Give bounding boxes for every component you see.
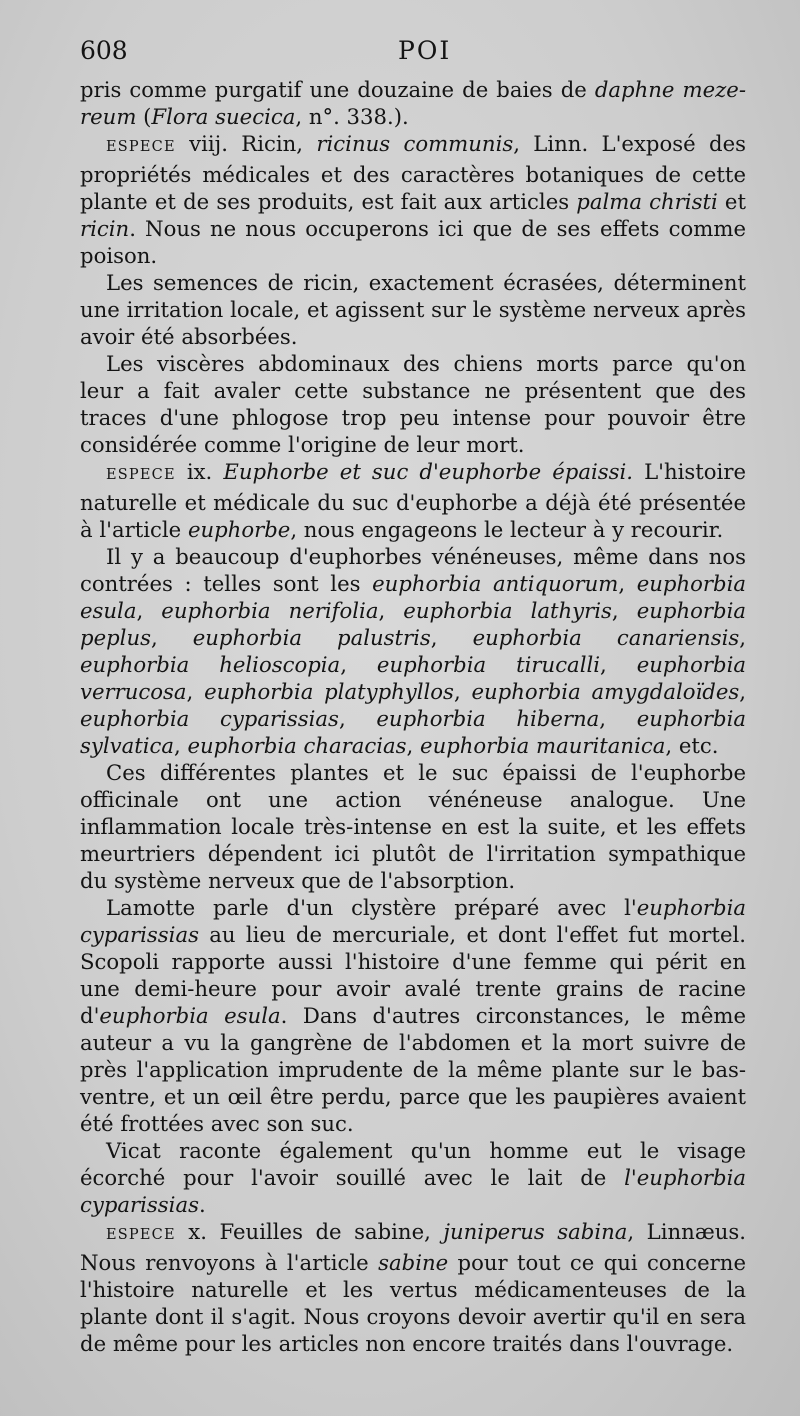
- italic-term: euphorbia tirucalli: [376, 652, 601, 677]
- paragraph: [80, 894, 746, 1137]
- page-header: [80, 36, 760, 76]
- italic-term: Euphorbe et suc d'euphorbe épaissi.: [223, 459, 634, 484]
- italic-term: euphorbia antiquorum: [372, 571, 619, 596]
- text-run: , nous engageons le lecteur à y recourir.: [290, 517, 724, 542]
- paragraph: [80, 350, 746, 458]
- italic-term: euphorbia esula: [99, 1003, 281, 1028]
- text-run: Il y a beaucoup d'euphorbes vénéneuses, même dans nos contrées : telles sont les: [80, 544, 746, 596]
- text-run: , Linn. L'exposé des propriétés médicales et des caractères botaniques de cette plante et de ses produits, est fait aux articles: [80, 131, 746, 214]
- italic-term: palma christi: [576, 189, 718, 214]
- italic-term: euphorbia nerifolia: [161, 598, 379, 623]
- text-run: ix.: [175, 459, 224, 484]
- italic-term: sabine: [378, 1250, 449, 1275]
- text-run: Les viscères abdominaux des chiens morts parce qu'on leur a fait avaler cette substance ne présentent que des traces d'une phlogose trop peu intense pour pouvoir être considérée comme l'origine de leur mort.: [80, 351, 746, 457]
- italic-term: euphorbia characias: [187, 733, 407, 758]
- italic-term: euphorbia mauritanica: [420, 733, 666, 758]
- text-run: , Linnæus. Nous renvoyons à l'article: [80, 1219, 746, 1275]
- text-run: ,: [174, 733, 188, 758]
- text-run: ,: [739, 679, 746, 704]
- text-run: ,: [618, 571, 637, 596]
- paragraph: [80, 76, 746, 130]
- italic-term: euphorbia canariensis: [472, 625, 740, 650]
- section-label: ESPECE: [106, 1227, 176, 1243]
- text-run: ,: [739, 625, 746, 650]
- paragraph: [80, 269, 746, 350]
- section-label: ESPECE: [106, 139, 176, 155]
- italic-term: juniperus sabina: [443, 1219, 628, 1244]
- text-run: (: [136, 104, 152, 129]
- italic-term: euphorbia lathyris: [403, 598, 612, 623]
- text-run: .: [198, 1192, 206, 1217]
- italic-term: Flora suecica: [151, 104, 296, 129]
- text-run: viij. Ricin,: [175, 131, 317, 156]
- text-run: ,: [430, 625, 473, 650]
- text-run: ,: [136, 598, 162, 623]
- text-run: x. Feuilles de sabine,: [175, 1219, 444, 1244]
- text-run: ,: [406, 733, 421, 758]
- text-run: . Nous ne nous occuperons ici que de ses effets comme poison.: [80, 216, 746, 268]
- paragraph: [80, 458, 746, 543]
- italic-term: euphorbia platyphyllos: [204, 679, 454, 704]
- text-run: ,: [186, 679, 205, 704]
- paragraph: [80, 1137, 746, 1218]
- italic-term: euphorbia peplus: [80, 598, 746, 650]
- text-run: ,: [338, 706, 377, 731]
- paragraph: [80, 759, 746, 894]
- paragraph: [80, 1218, 746, 1357]
- italic-term: euphorbe: [187, 517, 291, 542]
- text-run: Vicat raconte également qu'un homme eut le visage écorché pour l'avoir souillé avec le lait de: [80, 1138, 746, 1190]
- text-run: Ces différentes plantes et le suc épaissi de l'euphorbe officinale ont une action vénéneuse analogue. Une inflammation locale très-intense en est la suite, et les effets meurtriers dépendent ici plutôt de l'irritation sympathique du système nerveux que de l'absorption.: [80, 760, 746, 893]
- italic-term: l'euphorbia cyparissias: [80, 1165, 746, 1217]
- italic-term: ricin: [80, 216, 130, 241]
- text-run: , n°. 338.).: [295, 104, 409, 129]
- text-run: ,: [453, 679, 472, 704]
- text-run: et: [717, 189, 746, 214]
- italic-term: euphorbia sylvatica: [80, 706, 746, 758]
- italic-term: ricinus communis: [316, 131, 514, 156]
- text-run: pour tout ce qui concerne l'histoire naturelle et les vertus médicamenteuses de la plante dont il s'agit. Nous croyons devoir avertir qu'il en sera de même pour les articles non encore traités dans l'ouvrage.: [80, 1250, 746, 1356]
- text-run: ,: [340, 652, 377, 677]
- paragraph: [80, 130, 746, 269]
- italic-term: euphorbia hiberna: [376, 706, 600, 731]
- section-label: ESPECE: [106, 467, 176, 483]
- text-run: ,: [600, 652, 637, 677]
- text-run: ,: [599, 706, 637, 731]
- italic-term: euphorbia cyparissias: [80, 706, 339, 731]
- text-run: pris comme purgatif une douzaine de baies de: [80, 77, 595, 102]
- text-run: ,: [611, 598, 637, 623]
- text-body: [80, 76, 746, 1357]
- text-run: L'histoire naturelle et médicale du suc d'euphorbe a déjà été présentée à l'article: [80, 459, 747, 542]
- text-run: Les semences de ricin, exactement écrasées, déterminent une irritation locale, et agissent sur le système nerveux après avoir été absorbées.: [80, 270, 746, 349]
- italic-term: daphne meze-reum: [80, 77, 746, 129]
- text-run: au lieu de mercuriale, et dont l'effet fut mortel. Scopoli rapporte aussi l'histoire d'une femme qui périt en une demi-heure pour avoir avalé trente grains de racine d': [80, 922, 746, 1028]
- running-head: POI: [398, 36, 452, 65]
- page-number: 608: [80, 36, 128, 65]
- text-run: ,: [378, 598, 404, 623]
- italic-term: euphorbia cyparissias: [80, 895, 746, 947]
- italic-term: euphorbia verrucosa: [80, 652, 746, 704]
- italic-term: euphorbia helioscopia: [80, 652, 341, 677]
- text-run: . Dans d'autres circonstances, le même auteur a vu la gangrène de l'abdomen et la mort suivre de près l'application imprudente de la même plante sur le bas-ventre, et un œil être perdu, parce que les paupières avaient été frottées avec son suc.: [80, 1003, 746, 1136]
- italic-term: euphorbia amygdaloïdes: [471, 679, 740, 704]
- paragraph: [80, 543, 746, 759]
- text-run: ,: [150, 625, 193, 650]
- text-run: Lamotte parle d'un clystère préparé avec l': [106, 895, 637, 920]
- text-run: , etc.: [665, 733, 719, 758]
- italic-term: euphorbia palustris: [192, 625, 431, 650]
- italic-term: euphorbia esula: [80, 571, 746, 623]
